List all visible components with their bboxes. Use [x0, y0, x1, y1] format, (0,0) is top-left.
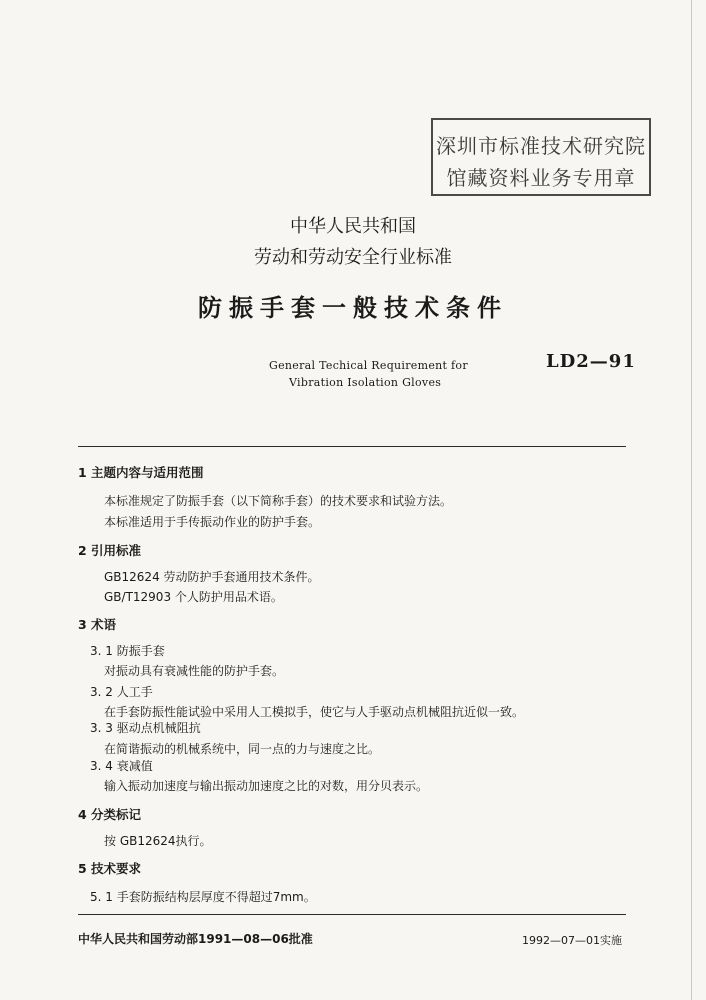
footer-divider: [78, 914, 626, 915]
term-1-definition: 对振动具有衰减性能的防护手套。: [104, 664, 285, 678]
reference-item-1: GB12624 劳动防护手套通用技术条件。: [104, 570, 320, 584]
section-4-heading: 4 分类标记: [78, 807, 142, 822]
stamp-line-1: 深圳市标准技术研究院: [436, 134, 646, 158]
term-4-title: 3. 4 衰减值: [90, 759, 153, 773]
section-1-paragraph-1: 本标准规定了防振手套（以下简称手套）的技术要求和试验方法。: [104, 494, 453, 508]
term-2-definition: 在手套防振性能试验中采用人工模拟手，使它与人手驱动点机械阻抗近似一致。: [104, 705, 525, 719]
section-1-paragraph-2: 本标准适用于手传振动作业的防护手套。: [104, 515, 321, 529]
document-title: 防振手套一般技术条件: [198, 294, 508, 322]
term-1-title: 3. 1 防振手套: [90, 644, 165, 658]
term-3-definition: 在简谐振动的机械系统中，同一点的力与速度之比。: [104, 742, 381, 756]
page-edge-line: [691, 0, 692, 1000]
library-stamp: [431, 118, 651, 196]
section-2-heading: 2 引用标准: [78, 543, 142, 558]
section-4-paragraph: 按 GB12624执行。: [104, 834, 212, 848]
approval-line: 中华人民共和国劳动部1991—08—06批准: [78, 932, 313, 946]
clause-5-1: 5. 1 手套防振结构层厚度不得超过7mm。: [90, 890, 316, 904]
english-title-line-1: General Techical Requirement for: [269, 359, 468, 372]
standard-code: LD2—91: [546, 351, 636, 372]
term-2-title: 3. 2 人工手: [90, 685, 153, 699]
header-divider: [78, 446, 626, 447]
section-3-heading: 3 术语: [78, 617, 117, 632]
stamp-line-2: 馆藏资料业务专用章: [446, 166, 636, 190]
reference-item-2: GB/T12903 个人防护用品术语。: [104, 590, 283, 604]
term-3-title: 3. 3 驱动点机械阻抗: [90, 721, 201, 735]
country-name: 中华人民共和国: [290, 216, 416, 237]
effective-date: 1992—07—01实施: [522, 934, 622, 947]
standard-category: 劳动和劳动安全行业标准: [254, 247, 452, 268]
section-1-heading: 1 主题内容与适用范围: [78, 465, 204, 480]
english-title-line-2: Vibration Isolation Gloves: [289, 376, 442, 389]
section-5-heading: 5 技术要求: [78, 861, 142, 876]
term-4-definition: 输入振动加速度与输出振动加速度之比的对数，用分贝表示。: [104, 779, 429, 793]
